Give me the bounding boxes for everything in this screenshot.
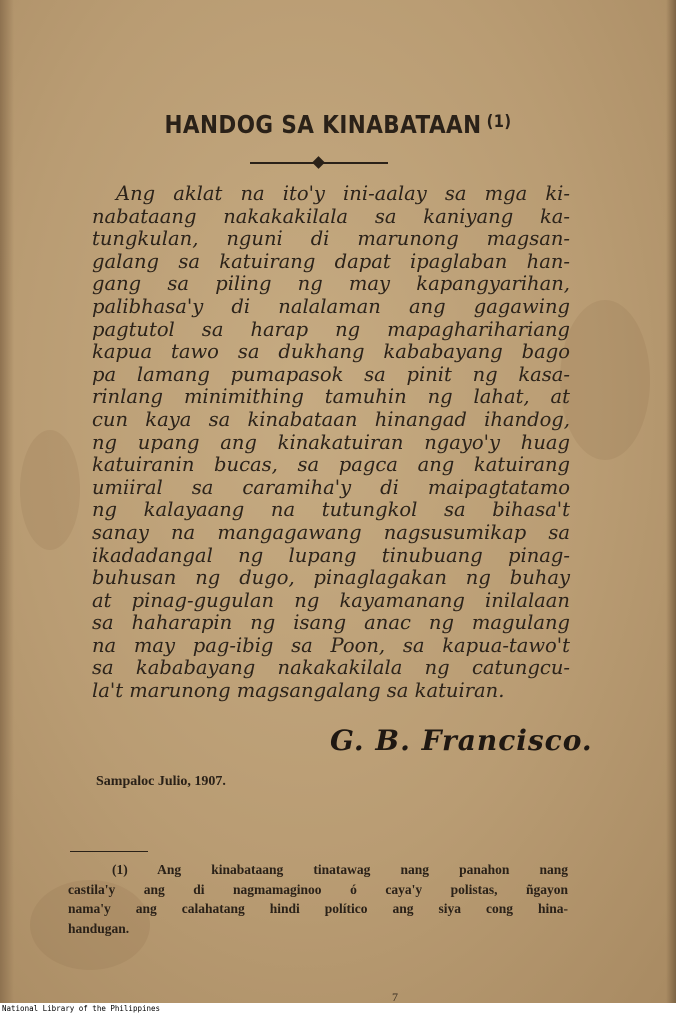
footnote-line: nama'y ang calahatang hindi político ang siya cong hina-: [68, 901, 568, 916]
paragraph-line: pa lamang pumapasok sa pinit ng kasa-: [92, 362, 570, 386]
paragraph-line: rinlang minimithing tamuhin ng lahat, at: [92, 385, 570, 409]
paragraph-line: gang sa piling ng may kapangyarihan,: [92, 272, 570, 296]
paragraph-line: palibhasa'y di nalalaman ang gagawing: [92, 294, 570, 318]
paragraph-line: na may pag-ibig sa Poon, sa kapua-tawo't: [92, 633, 570, 657]
paragraph-line: tungkulan, nguni di marunong magsan-: [92, 227, 570, 251]
title-footnote-marker: (1): [486, 112, 512, 132]
paragraph-line: buhusan ng dugo, pinaglagakan ng buhay: [92, 566, 570, 590]
title-text: HANDOG SA KINABATAAN: [164, 110, 482, 139]
paragraph-line: katuiranin bucas, sa pagca ang katuirang: [92, 453, 570, 477]
page-title: [47, 110, 628, 139]
paragraph-line: cun kaya sa kinabataan hinangad ihandog,: [92, 407, 570, 431]
library-credit: National Library of the Philippines: [2, 1004, 161, 1013]
paragraph-line: Ang aklat na ito'y ini-aalay sa mga ki-: [116, 182, 570, 205]
paragraph-line: sa kababayang nakakakilala ng catungcu-: [92, 656, 570, 680]
place-and-date: Sampaloc Julio, 1907.: [96, 774, 226, 789]
paper-stain: [560, 300, 650, 460]
page-number: 7: [392, 990, 398, 1003]
page-edge-shadow-right: [666, 0, 676, 1003]
paragraph-line: galang sa katuirang dapat ipaglaban han-: [92, 249, 570, 273]
footnote: [68, 860, 568, 938]
footnote-line: (1) Ang kinabataang tinatawag nang panahon nang: [112, 862, 568, 877]
paragraph-line: umiiral sa caramiha'y di maipagtatamo: [92, 475, 570, 499]
paragraph-line: at pinag-gugulan ng kayamanang inilalaan: [92, 588, 570, 612]
author-signature: G. B. Francisco.: [330, 724, 593, 757]
paragraph-line: pagtutol sa harap ng mapagharihariang: [92, 317, 570, 341]
footnote-line: handugan.: [68, 920, 130, 936]
paragraph-line: sanay na mangagawang nagsusumikap sa: [92, 520, 570, 544]
paragraph-line: ikadadangal ng lupang tinubuang pinag-: [92, 543, 570, 567]
paragraph-line: ng upang ang kinakatuiran ngayo'y huag: [92, 430, 570, 454]
dedication-paragraph: [92, 183, 570, 703]
title-ornament-diamond: [312, 156, 325, 169]
paragraph-line: nabataang nakakakilala sa kaniyang ka-: [92, 204, 570, 228]
paragraph-line: sa haharapin ng isang anac ng magulang: [92, 611, 570, 635]
page-edge-shadow-left: [0, 0, 14, 1003]
paragraph-line: la't marunong magsangalang sa katuiran.: [92, 679, 505, 703]
paper-stain: [20, 430, 80, 550]
footnote-line: castila'y ang di nagmamaginoo ó caya'y polistas, ñgayon: [68, 881, 568, 897]
paragraph-line: ng kalayaang na tutungkol sa bihasa't: [92, 498, 570, 522]
paragraph-line: kapua tawo sa dukhang kababayang bago: [92, 340, 570, 364]
footnote-rule: [70, 851, 148, 852]
